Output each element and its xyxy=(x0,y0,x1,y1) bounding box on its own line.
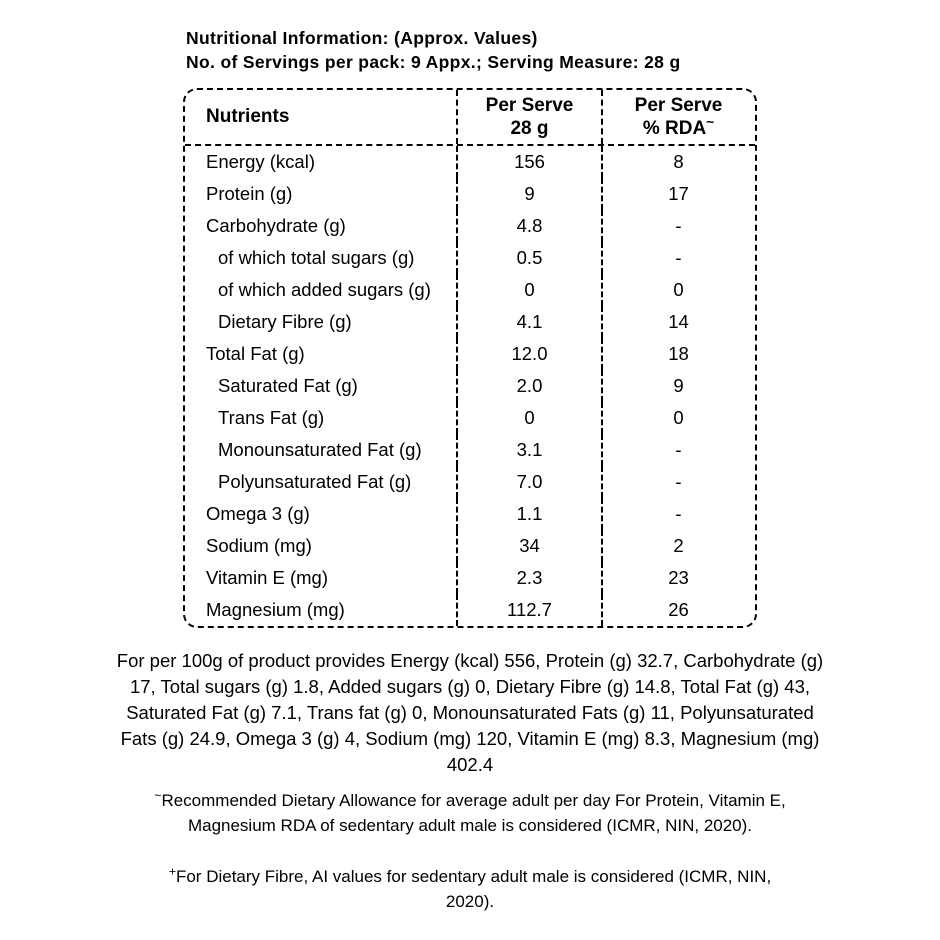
footnote-fibre-marker-icon: + xyxy=(168,864,176,879)
table-row xyxy=(185,562,755,594)
table-header-row xyxy=(185,90,755,146)
nutrient-per-serve-value: 7.0 xyxy=(458,466,603,498)
nutrient-per-serve-value: 156 xyxy=(458,146,603,178)
footnote-rda xyxy=(150,788,790,838)
nutrient-name: Saturated Fat (g) xyxy=(185,370,458,402)
column-header-nutrients: Nutrients xyxy=(185,90,458,144)
table-row xyxy=(185,498,755,530)
nutrient-per-serve-value: 0 xyxy=(458,402,603,434)
nutrient-per-serve-value: 0.5 xyxy=(458,242,603,274)
heading-servings: No. of Servings per pack: 9 Appx.; Serving Measure: 28 g xyxy=(186,52,681,72)
table-row xyxy=(185,274,755,306)
nutrient-rda-value: - xyxy=(675,247,682,269)
nutrient-rda-value: 9 xyxy=(673,375,684,397)
nutrient-per-serve-value: 9 xyxy=(458,178,603,210)
nutrient-name: Dietary Fibre (g) xyxy=(185,306,458,338)
per-100g-paragraph: For per 100g of product provides Energy (kcal) 556, Protein (g) 32.7, Carbohydrate (g) 17, Total sugars (g) 1.8, Added sugars (g) 0, Dietary Fibre (g) 14.8, Total Fat (g) 43, Saturated Fat (g) 7.1, Trans fat (g) 0, Monounsaturated Fats (g) 11, Polyunsaturated Fats (g) 24.9, Omega 3 (g) 4, Sodium (mg) 120, Vitamin E (mg) 8.3, Magnesium (mg) 402.4 xyxy=(116,650,824,775)
nutrient-name: Vitamin E (mg) xyxy=(185,562,458,594)
nutrient-per-serve-value: 12.0 xyxy=(458,338,603,370)
column-header-rda-label: % RDA xyxy=(642,118,707,139)
nutrient-name: of which added sugars (g) xyxy=(185,274,458,306)
nutrient-rda-value: 18 xyxy=(668,343,689,365)
table-row xyxy=(185,466,755,498)
nutrient-rda-value: - xyxy=(675,215,682,237)
nutrient-per-serve-value: 4.1 xyxy=(458,306,603,338)
column-header-per-serve-line2: 28 g xyxy=(510,118,549,139)
nutrient-name: Sodium (mg) xyxy=(185,530,458,562)
heading-block xyxy=(186,26,806,74)
table-row xyxy=(185,146,755,178)
heading-title: Nutritional Information: (Approx. Values) xyxy=(186,28,538,48)
nutrient-name: Carbohydrate (g) xyxy=(185,210,458,242)
nutrient-name: Polyunsaturated Fat (g) xyxy=(185,466,458,498)
table-row xyxy=(185,306,755,338)
table-row xyxy=(185,370,755,402)
nutrient-name: Monounsaturated Fat (g) xyxy=(185,434,458,466)
footnote-rda-text: Recommended Dietary Allowance for average adult per day For Protein, Vitamin E, Magnesium RDA of sedentary adult male is considered (ICMR, NIN, 2020). xyxy=(161,791,786,835)
nutrient-per-serve-value: 2.0 xyxy=(458,370,603,402)
footnote-dietary-fibre xyxy=(150,864,790,914)
column-header-rda-line2 xyxy=(642,114,715,140)
column-header-rda xyxy=(603,90,754,144)
nutrient-rda-value: 23 xyxy=(668,567,689,589)
column-header-rda-line1: Per Serve xyxy=(634,94,723,116)
nutrient-name: of which total sugars (g) xyxy=(185,242,458,274)
nutrient-rda-value: 17 xyxy=(668,183,689,205)
nutrient-rda-value: 8 xyxy=(673,151,684,173)
table-row xyxy=(185,594,755,626)
column-header-per-serve-line1: Per Serve xyxy=(485,94,574,116)
nutrient-rda-value: 0 xyxy=(673,279,684,301)
nutrient-rda-value: 26 xyxy=(668,599,689,621)
table-row xyxy=(185,530,755,562)
rda-footnote-marker-icon: ~ xyxy=(706,114,715,130)
nutrient-per-serve-value: 112.7 xyxy=(458,594,603,626)
nutrient-name: Energy (kcal) xyxy=(185,146,458,178)
nutrient-per-serve-value: 0 xyxy=(458,274,603,306)
nutrient-per-serve-value: 34 xyxy=(458,530,603,562)
nutrition-table xyxy=(183,88,757,628)
table-body xyxy=(185,146,755,626)
nutrient-per-serve-value: 1.1 xyxy=(458,498,603,530)
nutrient-name: Omega 3 (g) xyxy=(185,498,458,530)
nutrient-rda-value: 14 xyxy=(668,311,689,333)
nutrient-name: Protein (g) xyxy=(185,178,458,210)
nutrient-rda-value: - xyxy=(675,503,682,525)
nutrient-name: Trans Fat (g) xyxy=(185,402,458,434)
nutrient-per-serve-value: 3.1 xyxy=(458,434,603,466)
nutrient-per-serve-value: 2.3 xyxy=(458,562,603,594)
footnote-fibre-text: For Dietary Fibre, AI values for sedentary adult male is considered (ICMR, NIN, 2020). xyxy=(175,867,772,911)
nutrient-per-serve-value: 4.8 xyxy=(458,210,603,242)
table-row xyxy=(185,338,755,370)
nutrient-rda-value: - xyxy=(675,471,682,493)
nutrient-rda-value: 2 xyxy=(673,535,684,557)
table-row xyxy=(185,434,755,466)
footnote-rda-marker-icon: ~ xyxy=(154,788,162,803)
table-row xyxy=(185,402,755,434)
table-row xyxy=(185,242,755,274)
table-row xyxy=(185,210,755,242)
table-row xyxy=(185,178,755,210)
nutrient-rda-value: 0 xyxy=(673,407,684,429)
nutrient-name: Total Fat (g) xyxy=(185,338,458,370)
nutrient-rda-value: - xyxy=(675,439,682,461)
nutrient-name: Magnesium (mg) xyxy=(185,594,458,626)
column-header-per-serve xyxy=(458,90,603,144)
